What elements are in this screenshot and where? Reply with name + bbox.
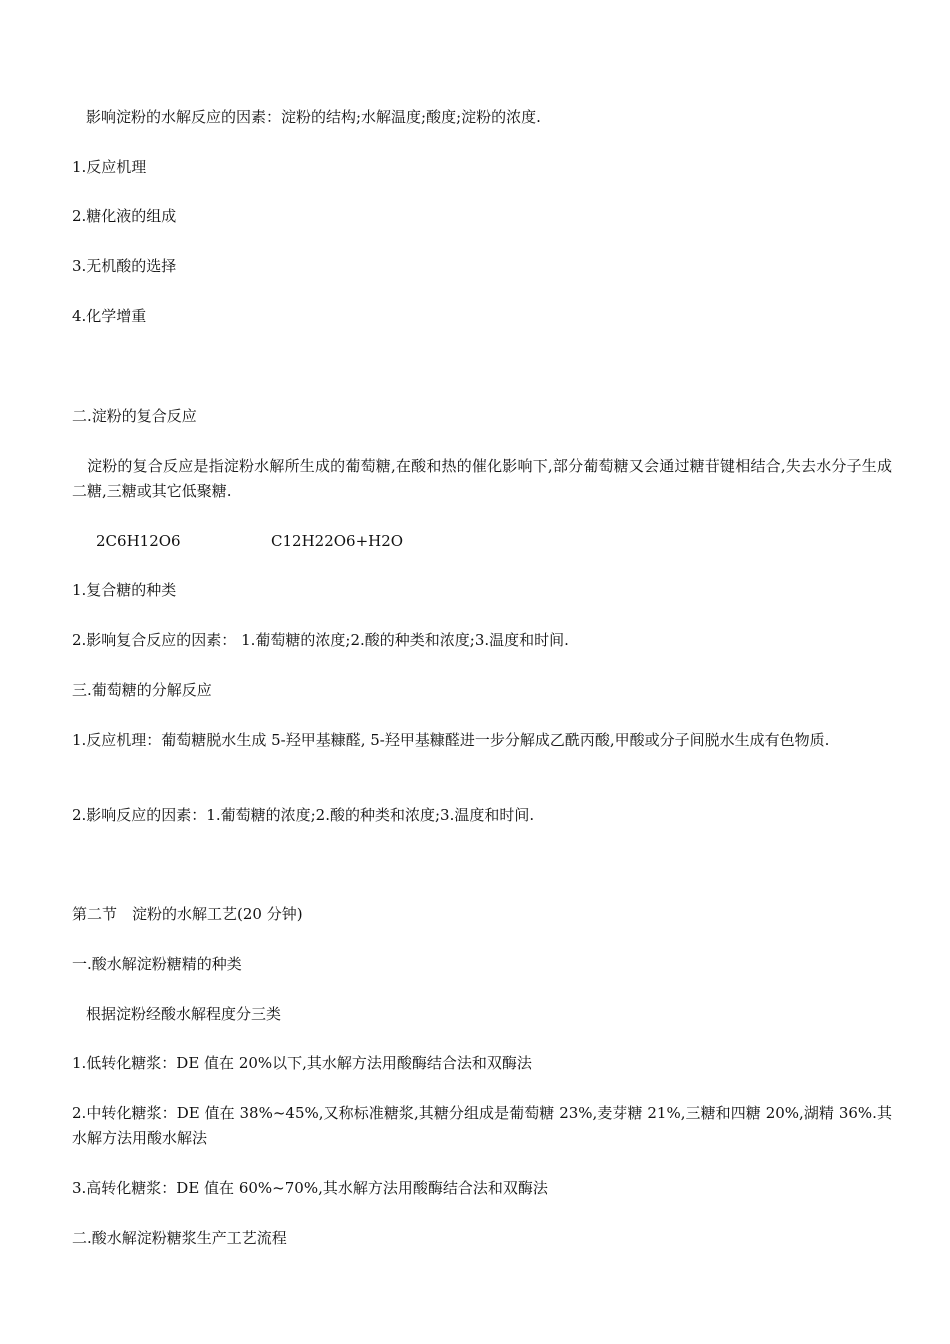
section-heading-glucose-decomposition: 三.葡萄糖的分解反应 <box>72 681 212 699</box>
list-item-low-conversion-syrup: 1.低转化糖浆：DE 值在 20%以下,其水解方法用酸酶结合法和双酶法 <box>72 1054 532 1072</box>
formula-reactant: 2C6H12O6 <box>96 532 181 550</box>
paragraph-three-categories: 根据淀粉经酸水解程度分三类 <box>86 1005 282 1023</box>
paragraph-compound-reaction-definition: 淀粉的复合反应是指淀粉水解所生成的葡萄糖,在酸和热的催化影响下,部分葡萄糖又会通过糖苷键相结合,失去水分子生成二糖,三糖或其它低聚糖. <box>72 457 892 500</box>
list-item-medium-conversion-syrup: 2.中转化糖浆：DE 值在 38%~45%,又称标准糖浆,其糖分组成是葡萄糖 23%,麦芽糖 21%,三糖和四糖 20%,湖精 36%.其水解方法用酸水解法 <box>72 1104 892 1147</box>
list-item-compound-reaction-factors: 2.影响复合反应的因素： 1.葡萄糖的浓度;2.酸的种类和浓度;3.温度和时间. <box>72 631 569 649</box>
list-item-compound-sugar-types: 1.复合糖的种类 <box>72 581 177 599</box>
section-heading-production-flow: 二.酸水解淀粉糖浆生产工艺流程 <box>72 1229 287 1247</box>
formula-product: C12H22O6+H2O <box>271 532 404 550</box>
list-item-reaction-mechanism: 1.反应机理 <box>72 158 147 176</box>
section-heading-compound-reaction: 二.淀粉的复合反应 <box>72 407 197 425</box>
list-item-decomposition-factors: 2.影响反应的因素：1.葡萄糖的浓度;2.酸的种类和浓度;3.温度和时间. <box>72 806 535 824</box>
list-item-chemical-weight-gain: 4.化学增重 <box>72 307 147 325</box>
list-item-high-conversion-syrup: 3.高转化糖浆：DE 值在 60%~70%,其水解方法用酸酶结合法和双酶法 <box>72 1179 548 1197</box>
paragraph-hydrolysis-factors: 影响淀粉的水解反应的因素：淀粉的结构;水解温度;酸度;淀粉的浓度. <box>86 108 541 126</box>
list-item-saccharification-composition: 2.糖化液的组成 <box>72 207 177 225</box>
list-item-inorganic-acid-choice: 3.无机酸的选择 <box>72 257 177 275</box>
section-heading-hydrolysis-process: 第二节 淀粉的水解工艺(20 分钟) <box>72 905 303 923</box>
list-item-decomposition-mechanism: 1.反应机理：葡萄糖脱水生成 5-羟甲基糠醛, 5-羟甲基糠醛进一步分解成乙酰丙酸,甲酸或分子间脱水生成有色物质. <box>72 731 830 749</box>
section-heading-acid-hydrolysis-types: 一.酸水解淀粉糖精的种类 <box>72 955 242 973</box>
